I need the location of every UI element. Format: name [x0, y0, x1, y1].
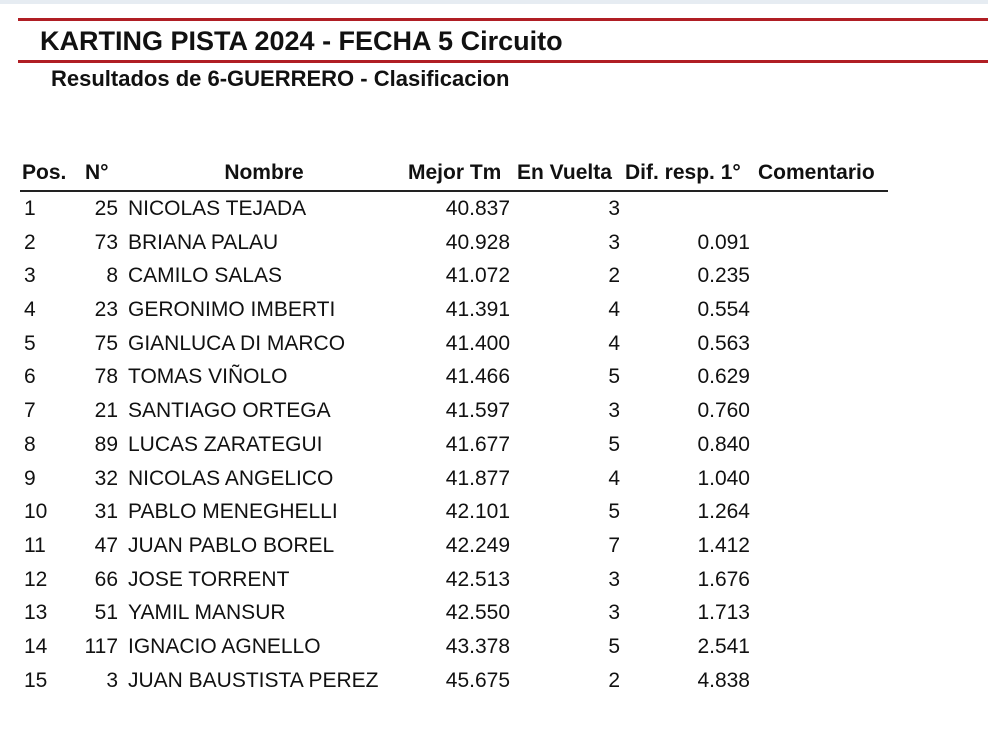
row-gap-to-first: 2.541: [697, 634, 750, 658]
row-kart-number: 47: [94, 533, 118, 557]
row-kart-number: 21: [94, 399, 118, 423]
row-best-lap: 5: [608, 634, 620, 658]
row-driver-name: SANTIAGO ORTEGA: [128, 399, 331, 423]
table-row: [20, 563, 888, 597]
header-rule-bottom: [18, 60, 988, 63]
row-gap-to-first: 4.838: [697, 668, 750, 692]
table-row: [20, 394, 888, 428]
row-driver-name: CAMILO SALAS: [128, 264, 283, 288]
column-header-name: Nombre: [224, 161, 304, 184]
row-best-time: 41.072: [445, 264, 510, 288]
row-kart-number: 3: [106, 668, 118, 692]
table-row: [20, 360, 888, 394]
table-row: [20, 226, 888, 260]
row-position: 7: [24, 399, 36, 423]
top-border: [0, 0, 988, 4]
row-driver-name: JUAN PABLO BOREL: [128, 533, 335, 557]
row-kart-number: 89: [94, 432, 118, 456]
row-gap-to-first: 1.040: [697, 466, 750, 490]
table-header: [20, 156, 888, 192]
row-best-time: 42.249: [445, 533, 510, 557]
table-row: [20, 327, 888, 361]
row-kart-number: 75: [94, 331, 118, 355]
column-header-number: N°: [85, 161, 109, 184]
row-best-time: 42.550: [445, 601, 510, 625]
row-position: 12: [24, 567, 48, 591]
row-driver-name: BRIANA PALAU: [128, 230, 279, 254]
row-best-lap: 5: [608, 365, 620, 389]
table-row: [20, 529, 888, 563]
row-kart-number: 32: [94, 466, 118, 490]
row-best-lap: 5: [608, 432, 620, 456]
page-title: KARTING PISTA 2024 - FECHA 5 Circuito: [40, 26, 563, 56]
row-kart-number: 31: [94, 500, 118, 524]
row-best-lap: 2: [608, 668, 620, 692]
row-kart-number: 51: [94, 601, 118, 625]
row-gap-to-first: 0.629: [697, 365, 750, 389]
column-header-best-time: Mejor Tm: [408, 161, 502, 184]
row-best-lap: 7: [608, 533, 620, 557]
row-gap-to-first: 0.563: [697, 331, 750, 355]
row-driver-name: YAMIL MANSUR: [128, 601, 286, 625]
row-best-lap: 5: [608, 500, 620, 524]
column-header-lap: En Vuelta: [517, 161, 612, 184]
row-best-lap: 3: [608, 601, 620, 625]
row-best-time: 42.101: [445, 500, 510, 524]
table-row: [20, 664, 888, 698]
table-row: [20, 293, 888, 327]
row-driver-name: IGNACIO AGNELLO: [128, 634, 321, 658]
row-driver-name: GERONIMO IMBERTI: [128, 298, 336, 322]
row-kart-number: 23: [94, 298, 118, 322]
row-gap-to-first: 1.676: [697, 567, 750, 591]
row-best-time: 45.675: [445, 668, 510, 692]
row-position: 11: [24, 533, 46, 557]
row-kart-number: 8: [106, 264, 118, 288]
row-best-time: 41.597: [445, 399, 510, 423]
row-gap-to-first: 0.554: [697, 298, 750, 322]
column-header-diff: Dif. resp. 1°: [625, 161, 741, 184]
row-kart-number: 25: [94, 197, 118, 220]
row-gap-to-first: 1.713: [697, 601, 750, 625]
row-best-time: 41.677: [445, 432, 510, 456]
table-row: [20, 428, 888, 462]
row-best-time: 40.928: [445, 230, 510, 254]
row-driver-name: GIANLUCA DI MARCO: [128, 331, 346, 355]
row-kart-number: 73: [94, 230, 118, 254]
row-best-time: 41.391: [445, 298, 510, 322]
table-row: [20, 259, 888, 293]
row-best-lap: 4: [608, 331, 620, 355]
row-best-lap: 4: [608, 298, 620, 322]
row-kart-number: 117: [84, 634, 118, 658]
column-header-pos: Pos.: [22, 161, 67, 184]
table-row: [20, 596, 888, 630]
row-best-time: 41.877: [445, 466, 510, 490]
row-driver-name: LUCAS ZARATEGUI: [128, 432, 323, 456]
row-position: 10: [24, 500, 48, 524]
row-driver-name: NICOLAS TEJADA: [128, 197, 307, 220]
row-position: 9: [24, 466, 36, 490]
row-position: 4: [24, 298, 36, 322]
row-position: 13: [24, 601, 48, 625]
header-rule-top: [18, 18, 988, 21]
row-kart-number: 78: [94, 365, 118, 389]
table-row: [20, 495, 888, 529]
row-gap-to-first: 1.264: [697, 500, 750, 524]
row-best-time: 41.466: [445, 365, 510, 389]
row-position: 15: [24, 668, 48, 692]
table-row: [20, 192, 888, 226]
row-driver-name: JUAN BAUSTISTA PEREZ: [128, 668, 379, 692]
row-driver-name: JOSE TORRENT: [128, 567, 290, 591]
page-subtitle: Resultados de 6-GUERRERO - Clasificacion: [51, 66, 510, 91]
row-position: 6: [24, 365, 36, 389]
results-table: [20, 156, 888, 697]
column-header-comment: Comentario: [758, 161, 875, 184]
row-position: 14: [24, 634, 48, 658]
row-best-time: 40.837: [445, 197, 510, 220]
row-best-lap: 3: [608, 197, 620, 220]
table-body: [20, 192, 888, 697]
row-best-lap: 2: [608, 264, 620, 288]
row-gap-to-first: 0.840: [697, 432, 750, 456]
row-position: 2: [24, 230, 36, 254]
row-best-lap: 3: [608, 567, 620, 591]
row-gap-to-first: 0.235: [697, 264, 750, 288]
row-position: 1: [24, 197, 36, 220]
row-gap-to-first: 0.091: [697, 230, 750, 254]
row-best-lap: 4: [608, 466, 620, 490]
row-position: 8: [24, 432, 36, 456]
table-row: [20, 462, 888, 496]
row-best-time: 41.400: [445, 331, 510, 355]
row-best-lap: 3: [608, 399, 620, 423]
row-position: 5: [24, 331, 36, 355]
row-gap-to-first: 0.760: [697, 399, 750, 423]
row-best-time: 43.378: [445, 634, 510, 658]
row-best-lap: 3: [608, 230, 620, 254]
table-row: [20, 630, 888, 664]
row-position: 3: [24, 264, 36, 288]
row-driver-name: NICOLAS ANGELICO: [128, 466, 334, 490]
row-driver-name: PABLO MENEGHELLI: [128, 500, 338, 524]
row-driver-name: TOMAS VIÑOLO: [128, 365, 288, 389]
row-kart-number: 66: [94, 567, 118, 591]
row-best-time: 42.513: [445, 567, 510, 591]
row-gap-to-first: 1.412: [697, 533, 750, 557]
